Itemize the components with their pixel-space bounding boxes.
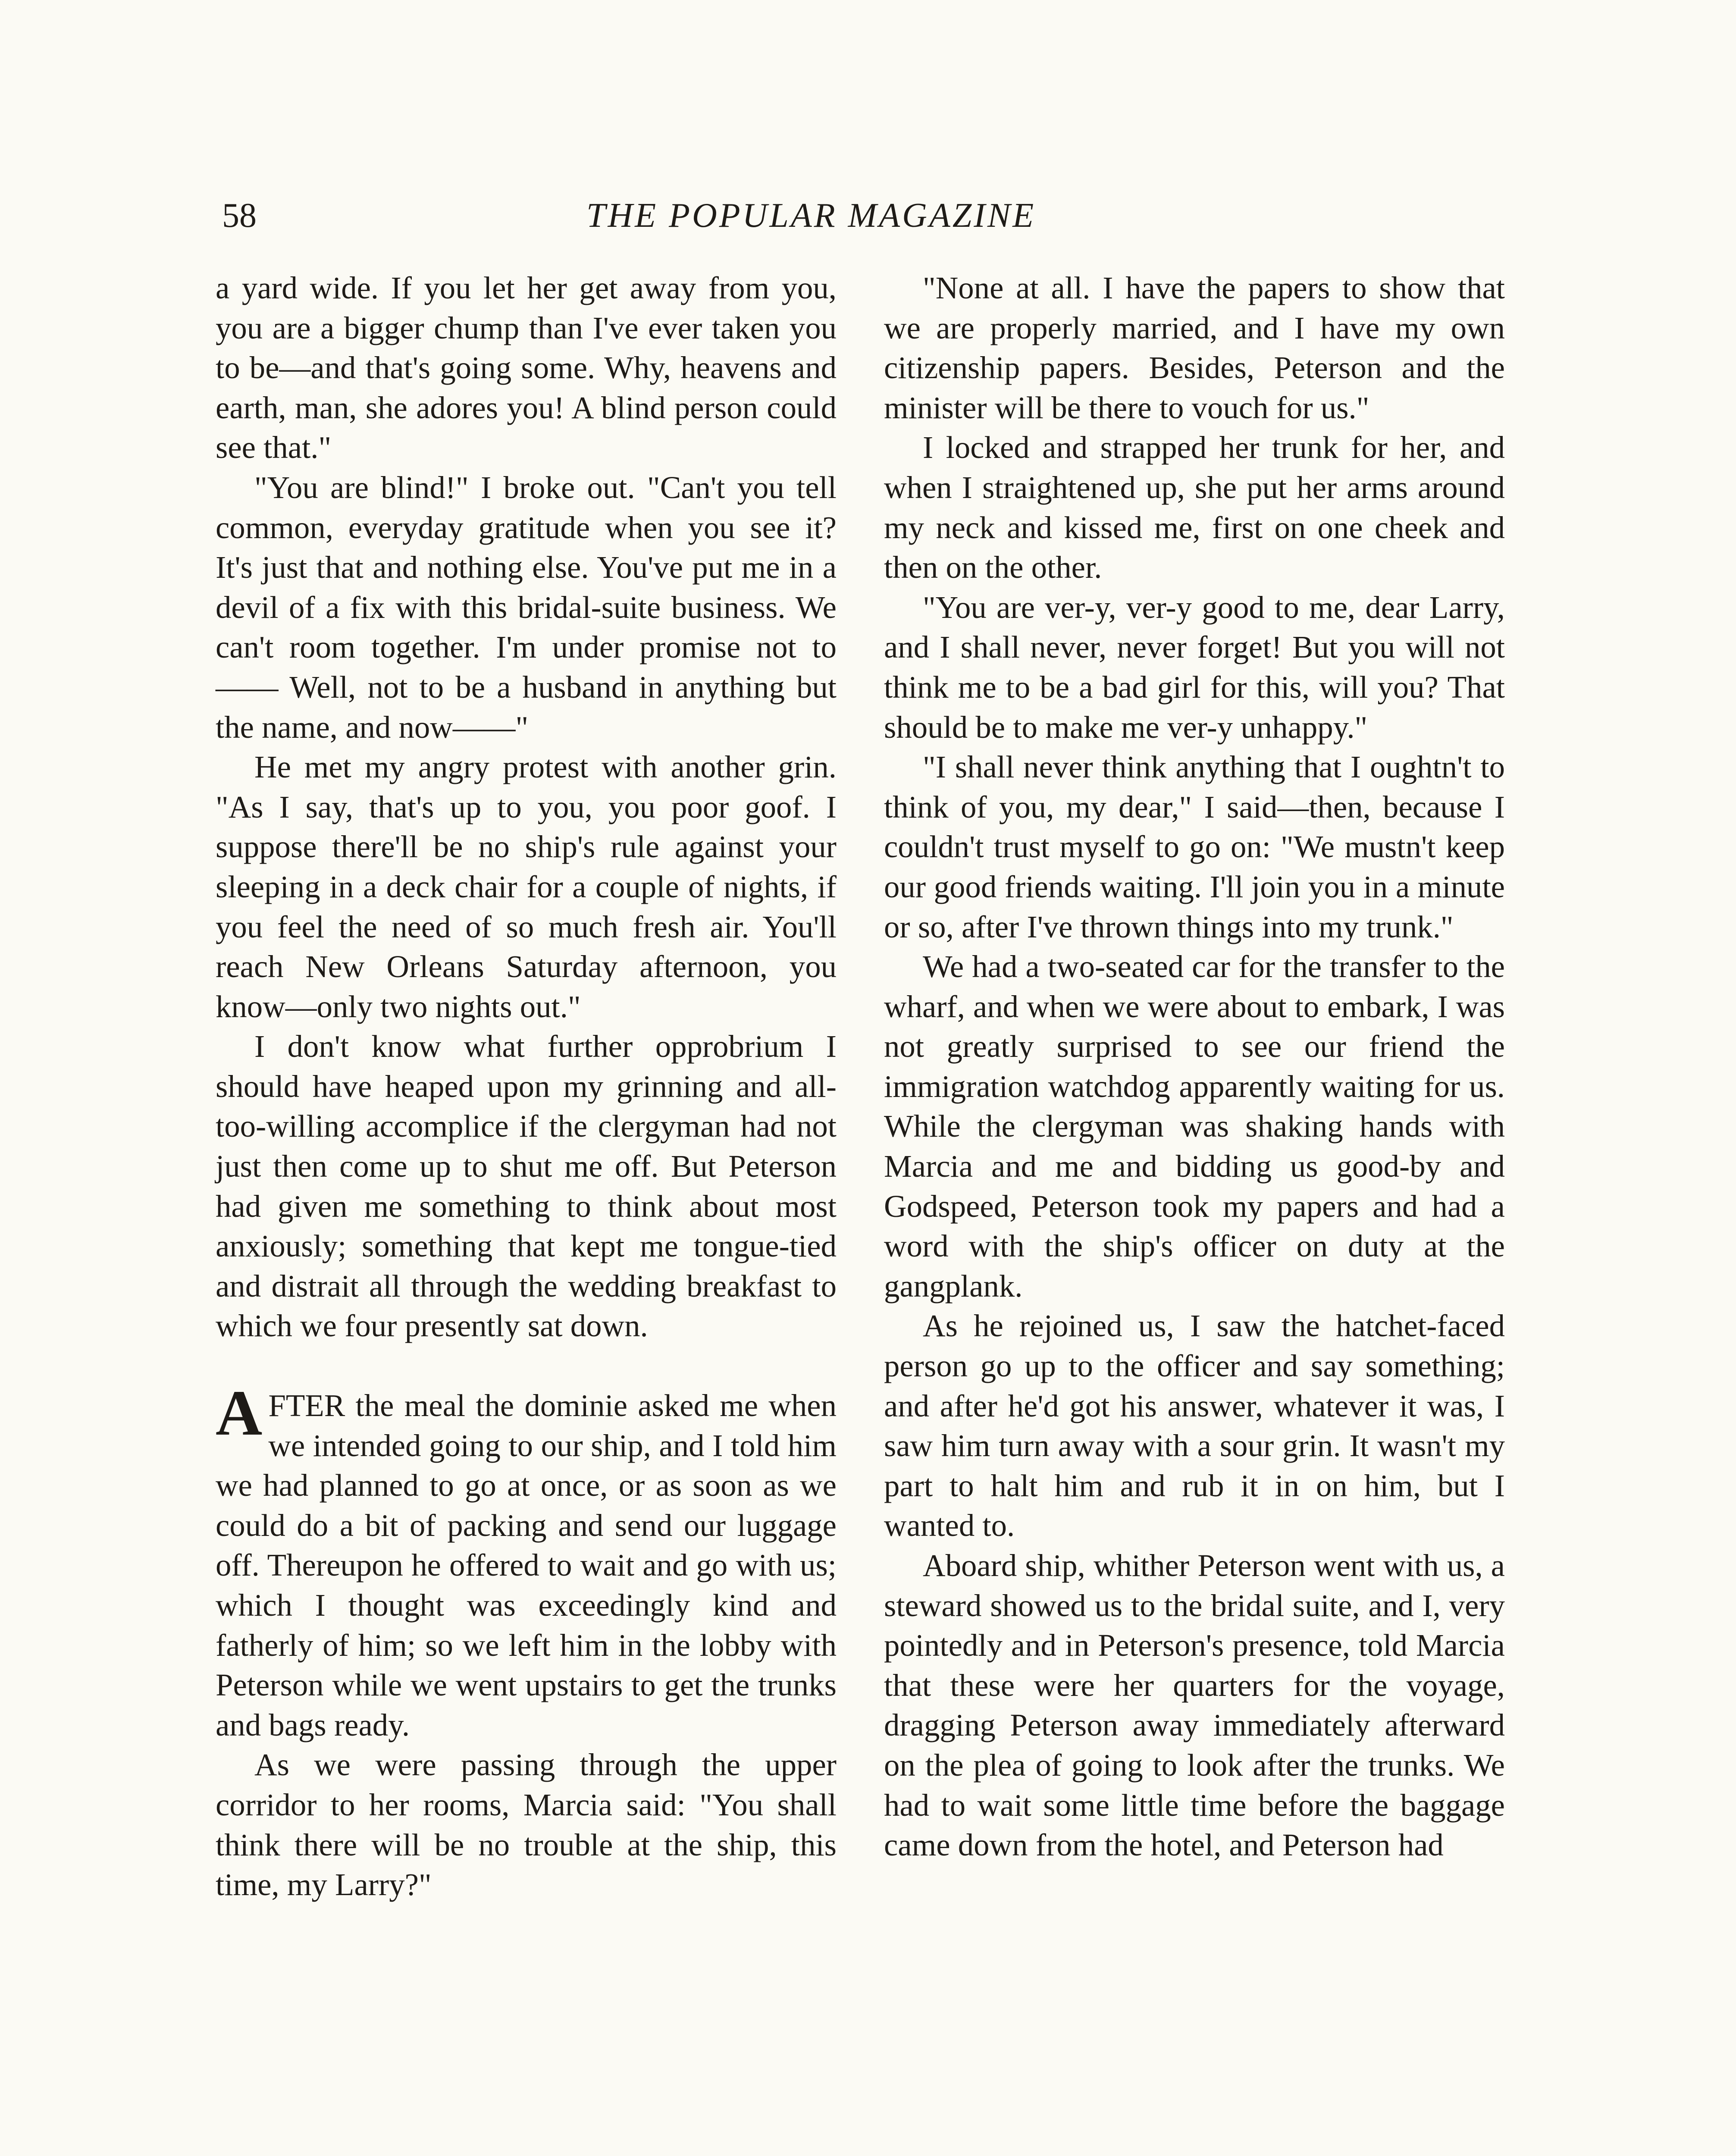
paragraph: "You are blind!" I broke out. "Can't you tell common, everyday gratitude when you see it? It's just that and nothing else. You've put me in a devil of a fix with this bridal-suite business. We can't room together. I'm under promise not to—— Well, not to be a husband in anything but the name, and now——"	[216, 470, 837, 745]
paragraph: I locked and strapped her trunk for her, and when I straightened up, she put her arms around my neck and kissed me, first on one cheek and then on the other.	[884, 430, 1505, 585]
paragraph: We had a two-seated car for the transfer to the wharf, and when we were about to embark, I was not greatly surprised to see our friend the immigration watchdog apparently waiting for us. While the clergyman was shaking hands with Marcia and me and bidding us good-by and Godspeed, Peterson took my papers and had a word with the ship's officer on duty at the gangplank.	[884, 949, 1505, 1304]
paragraph: "You are ver-y, ver-y good to me, dear Larry, and I shall never, never forget! But you will not think me to be a bad girl for this, will you? That should be to make me ver-y unhappy."	[884, 589, 1505, 745]
paragraph: I don't know what further opprobrium I should have heaped upon my grinning and all-too-willing accomplice if the clergyman had not just then come up to shut me off. But Peterson had given me something to think about most anxiously; something that kept me tongue-tied and distrait all through the wedding breakfast to which we four presently sat down.	[216, 1029, 837, 1344]
paragraph: a yard wide. If you let her get away from you, you are a bigger chump than I've ever taken you to be—and that's going some. Why, heavens and earth, man, she adores you! A blind person could see that."	[216, 270, 837, 465]
section-break	[216, 1346, 837, 1386]
paragraph: As we were passing through the upper corridor to her rooms, Marcia said: "You shall think there will be no trouble at the ship, this time, my Larry?"	[216, 1747, 837, 1902]
left-column	[216, 268, 837, 1905]
section-opening-paragraph	[216, 1377, 837, 1745]
paragraph: "None at all. I have the papers to show that we are properly married, and I have my own citizenship papers. Besides, Peterson and the minister will be there to vouch for us."	[884, 270, 1505, 425]
paragraph: He met my angry protest with another grin. "As I say, that's up to you, you poor goof. I suppose there'll be no ship's rule against your sleeping in a deck chair for a couple of nights, if you feel the need of so much fresh air. You'll reach New Orleans Saturday afternoon, you know—only two nights out."	[216, 749, 837, 1024]
right-column	[884, 268, 1505, 1865]
paragraph: Aboard ship, whither Peterson went with us, a steward showed us to the bridal suite, and I, very pointedly and in Peterson's presence, told Marcia that these were her quarters for the voyage, dragging Peterson away immediately afterward on the plea of going to look after the trunks. We had to wait some little time before the baggage came down from the hotel, and Peterson had	[884, 1548, 1505, 1863]
paragraph: "I shall never think anything that I oughtn't to think of you, my dear," I said—then, because I couldn't trust myself to go on: "We mustn't keep our good friends waiting. I'll join you in a minute or so, after I've thrown things into my trunk."	[884, 749, 1505, 944]
running-title: THE POPULAR MAGAZINE	[586, 197, 1036, 235]
page-number: 58	[222, 197, 257, 235]
page-header	[0, 192, 1736, 239]
section-opening-text: FTER the meal the dominie asked me when we intended going to our ship, and I told him we had planned to go at once, or as soon as we could do a bit of packing and send our luggage off. Thereupon he offered to wait and go with us; which I thought was exceedingly kind and fatherly of him; so we left him in the lobby with Peterson while we went upstairs to get the trunks and bags ready.	[216, 1388, 837, 1742]
paragraph: As he rejoined us, I saw the hatchet-faced person go up to the officer and say something; and after he'd got his answer, whatever it was, I saw him turn away with a sour grin. It wasn't my part to halt him and rub it in on him, but I wanted to.	[884, 1308, 1505, 1543]
drop-cap: A	[216, 1377, 263, 1449]
